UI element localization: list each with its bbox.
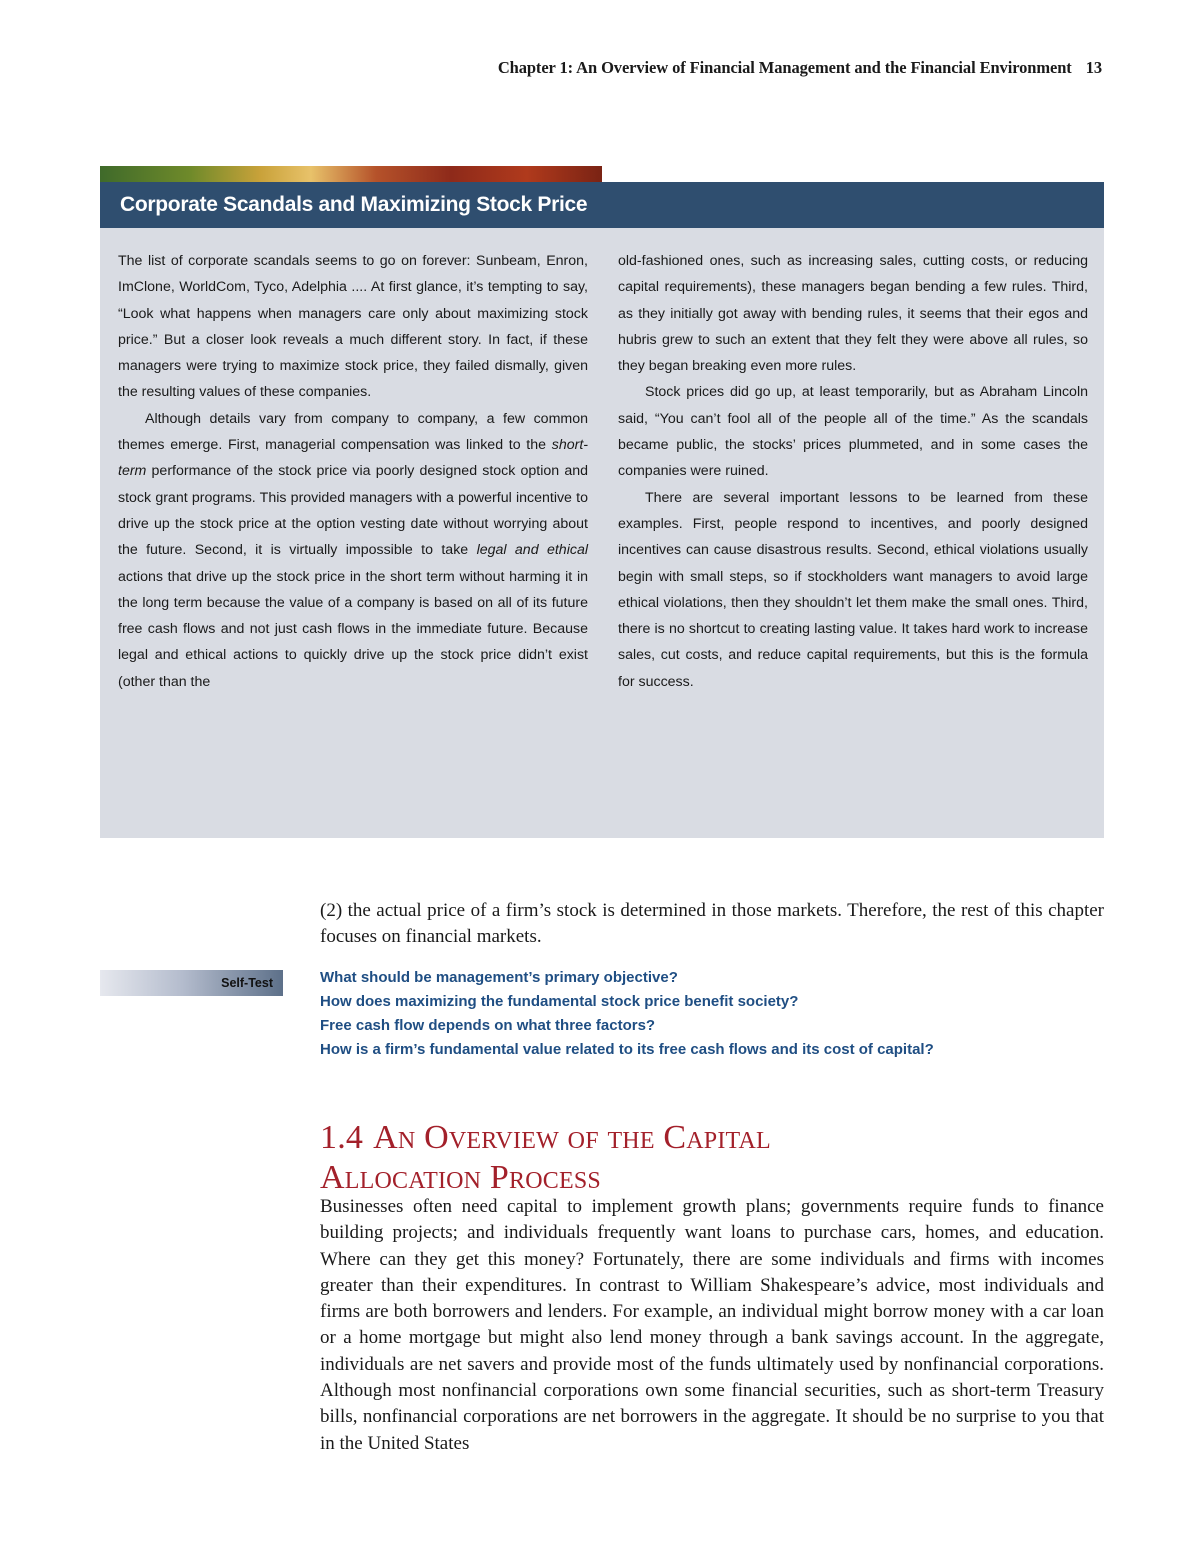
box-emphasis: legal and ethical (476, 542, 588, 559)
running-head (330, 58, 1102, 78)
feature-box-left-column (118, 248, 588, 695)
box-text: performance of the stock price via poorly designed stock option and stock grant programs. This provided managers with a powerful incentive to drive up the stock price at the option vesting date without worrying about the future. Second, it is virtually impossible to take (118, 463, 588, 559)
self-test-question: How is a firm’s fundamental value related to its free cash flows and its cost of capital? (320, 1041, 934, 1058)
feature-box-header (100, 182, 1104, 228)
feature-box-title: Corporate Scandals and Maximizing Stock Price (120, 193, 588, 216)
box-paragraph: Stock prices did go up, at least temporarily, but as Abraham Lincoln said, “You can’t fool all of the people all of the time.” As the scandals became public, the stocks’ prices plummeted, and in some cases the companies were ruined. (618, 384, 1088, 480)
section-title-line1: An Overview of the Capital (373, 1119, 771, 1156)
body-paragraph: (2) the actual price of a firm’s stock is determined in those markets. Therefore, the rest of this chapter focuses on financial markets. (320, 900, 1104, 948)
feature-box (100, 228, 1104, 838)
box-paragraph (118, 248, 588, 406)
self-test-question: Free cash flow depends on what three factors? (320, 1017, 656, 1034)
self-test-question: What should be management’s primary objective? (320, 969, 678, 986)
self-test-questions (320, 966, 1110, 1062)
box-paragraph (118, 406, 588, 695)
self-test-label-bar (100, 970, 283, 996)
section-body (320, 1194, 1104, 1457)
box-text: The list of corporate scandals seems to go on forever: Sunbeam, Enron, ImClone, WorldCom, Tyco, Adelphia .... At first glance, it’s tempting to say, “Look what happens when managers care only about maximizing stock price.” But a closer look reveals a much different story. In fact, if these managers were trying to maximize stock price, they failed dismally, given the resulting values of these companies. (118, 253, 588, 401)
box-paragraph: old-fashioned ones, such as increasing sales, cutting costs, or reducing capital requirements), these managers began bending a few rules. Third, as they initially got away with bending rules, it seems that their egos and hubris grew to such an extent that they felt they were above all rules, so they began breaking even more rules. (618, 253, 1088, 375)
body-paragraph: Businesses often need capital to implement growth plans; governments require funds to finance building projects; and individuals frequently want loans to purchase cars, homes, and education. Where can they get this money? Fortunately, there are some individuals and firms with incomes greater than their expenditures. In contrast to William Shakespeare’s advice, most individuals and firms are both borrowers and lenders. For example, an individual might borrow money with a car loan or a home mortgage but might also lend money through a bank savings account. In the aggregate, individuals are net savers and provide most of the funds ultimately used by nonfinancial corporations. Although most nonfinancial corporations own some financial securities, such as short-term Treasury bills, nonfinancial corporations are net borrowers in the aggregate. It should be no surprise to you that in the United States (320, 1196, 1104, 1454)
continuation-text (320, 898, 1104, 951)
self-test-label: Self-Test (221, 976, 273, 990)
page-number: 13 (1085, 58, 1102, 77)
box-text: actions that drive up the stock price in the short term without harming it in the long term because the value of a company is based on all of its future free cash flows and not just cash flows in the immediate future. Because legal and ethical actions to quickly drive up the stock price didn’t exist (other than the (118, 568, 588, 690)
feature-box-right-column (618, 248, 1088, 695)
decorative-color-strip (100, 166, 602, 182)
self-test-question: How does maximizing the fundamental stock price benefit society? (320, 993, 799, 1010)
section-number: 1.4 (320, 1119, 364, 1156)
box-emphasis: short-term (118, 437, 588, 480)
section-heading (320, 1118, 771, 1198)
box-text: Although details vary from company to company, a few common themes emerge. First, managerial compensation was linked to the (118, 410, 588, 454)
section-title-line2: Allocation Process (320, 1159, 601, 1196)
running-head-title: Chapter 1: An Overview of Financial Management and the Financial Environment (497, 58, 1072, 77)
box-paragraph: There are several important lessons to be learned from these examples. First, people respond to incentives, and poorly designed incentives can cause disastrous results. Second, ethical violations usually begin with small steps, so if stockholders want managers to avoid large ethical violations, then they shouldn’t let them make the small ones. Third, there is no shortcut to creating lasting value. It takes hard work to increase sales, cut costs, and reduce capital requirements, but this is the formula for success. (618, 489, 1088, 690)
